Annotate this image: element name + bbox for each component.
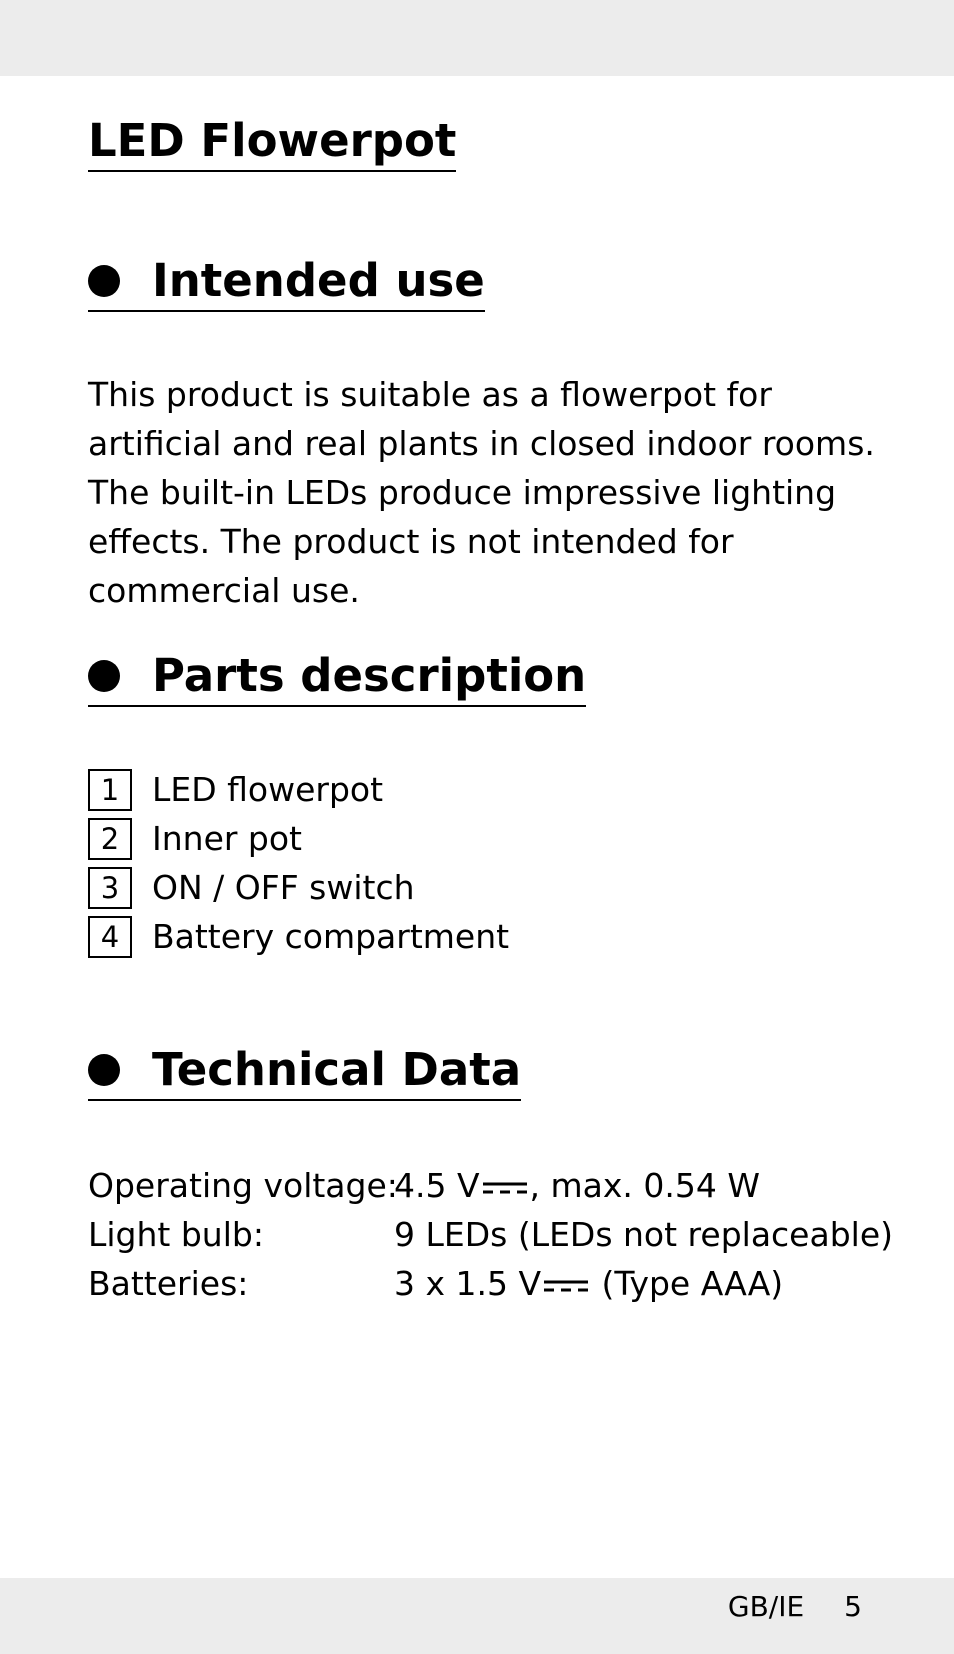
part-number-box: 4 (88, 916, 132, 958)
bullet-dot-icon (88, 1054, 120, 1086)
spec-value-suffix: (Type AAA) (591, 1264, 784, 1303)
document-title: LED Flowerpot (88, 116, 456, 172)
list-item (88, 814, 509, 863)
spec-key: Operating voltage: (88, 1166, 398, 1205)
direct-current-symbol-icon (482, 1180, 528, 1196)
footer-region: GB/IE (727, 1590, 805, 1623)
spec-key: Light bulb: (88, 1215, 264, 1254)
section-heading-text: Intended use (152, 254, 485, 307)
page-footer (728, 1590, 862, 1623)
part-number-box: 2 (88, 818, 132, 860)
intended-use-paragraph: This product is suitable as a flowerpot for artificial and real plants in closed indoor rooms. The built-in LEDs produce impressive lighting effects. The product is not intended for commercial use. (88, 375, 875, 610)
bullet-dot-icon (88, 660, 120, 692)
header-band (0, 0, 954, 76)
spec-value-main: 3 x 1.5 V (394, 1264, 542, 1303)
spec-value (394, 1166, 760, 1205)
spec-key: Batteries: (88, 1264, 249, 1303)
direct-current-symbol-icon (543, 1278, 589, 1294)
parts-list (88, 765, 509, 961)
table-row (88, 1161, 893, 1210)
list-item (88, 912, 509, 961)
table-row (88, 1259, 893, 1308)
part-label: ON / OFF switch (152, 868, 415, 907)
section-heading-technical-data (88, 1045, 521, 1101)
list-item (88, 863, 509, 912)
part-number-box: 3 (88, 867, 132, 909)
spec-value-main: 4.5 V (394, 1166, 480, 1205)
part-number-box: 1 (88, 769, 132, 811)
spec-value: 9 LEDs (LEDs not replaceable) (394, 1215, 893, 1254)
technical-data-table (88, 1161, 893, 1308)
section-heading-text: Technical Data (152, 1043, 522, 1096)
spec-value (394, 1264, 783, 1303)
part-label: Inner pot (152, 819, 302, 858)
spec-value-suffix: , max. 0.54 W (529, 1166, 760, 1205)
section-heading-intended-use (88, 256, 485, 312)
table-row (88, 1210, 893, 1259)
section-heading-parts-description (88, 651, 586, 707)
list-item (88, 765, 509, 814)
section-heading-text: Parts description (152, 649, 587, 702)
part-label: LED flowerpot (152, 770, 384, 809)
page-number: 5 (844, 1590, 862, 1623)
part-label: Battery compartment (152, 917, 510, 956)
bullet-dot-icon (88, 265, 120, 297)
